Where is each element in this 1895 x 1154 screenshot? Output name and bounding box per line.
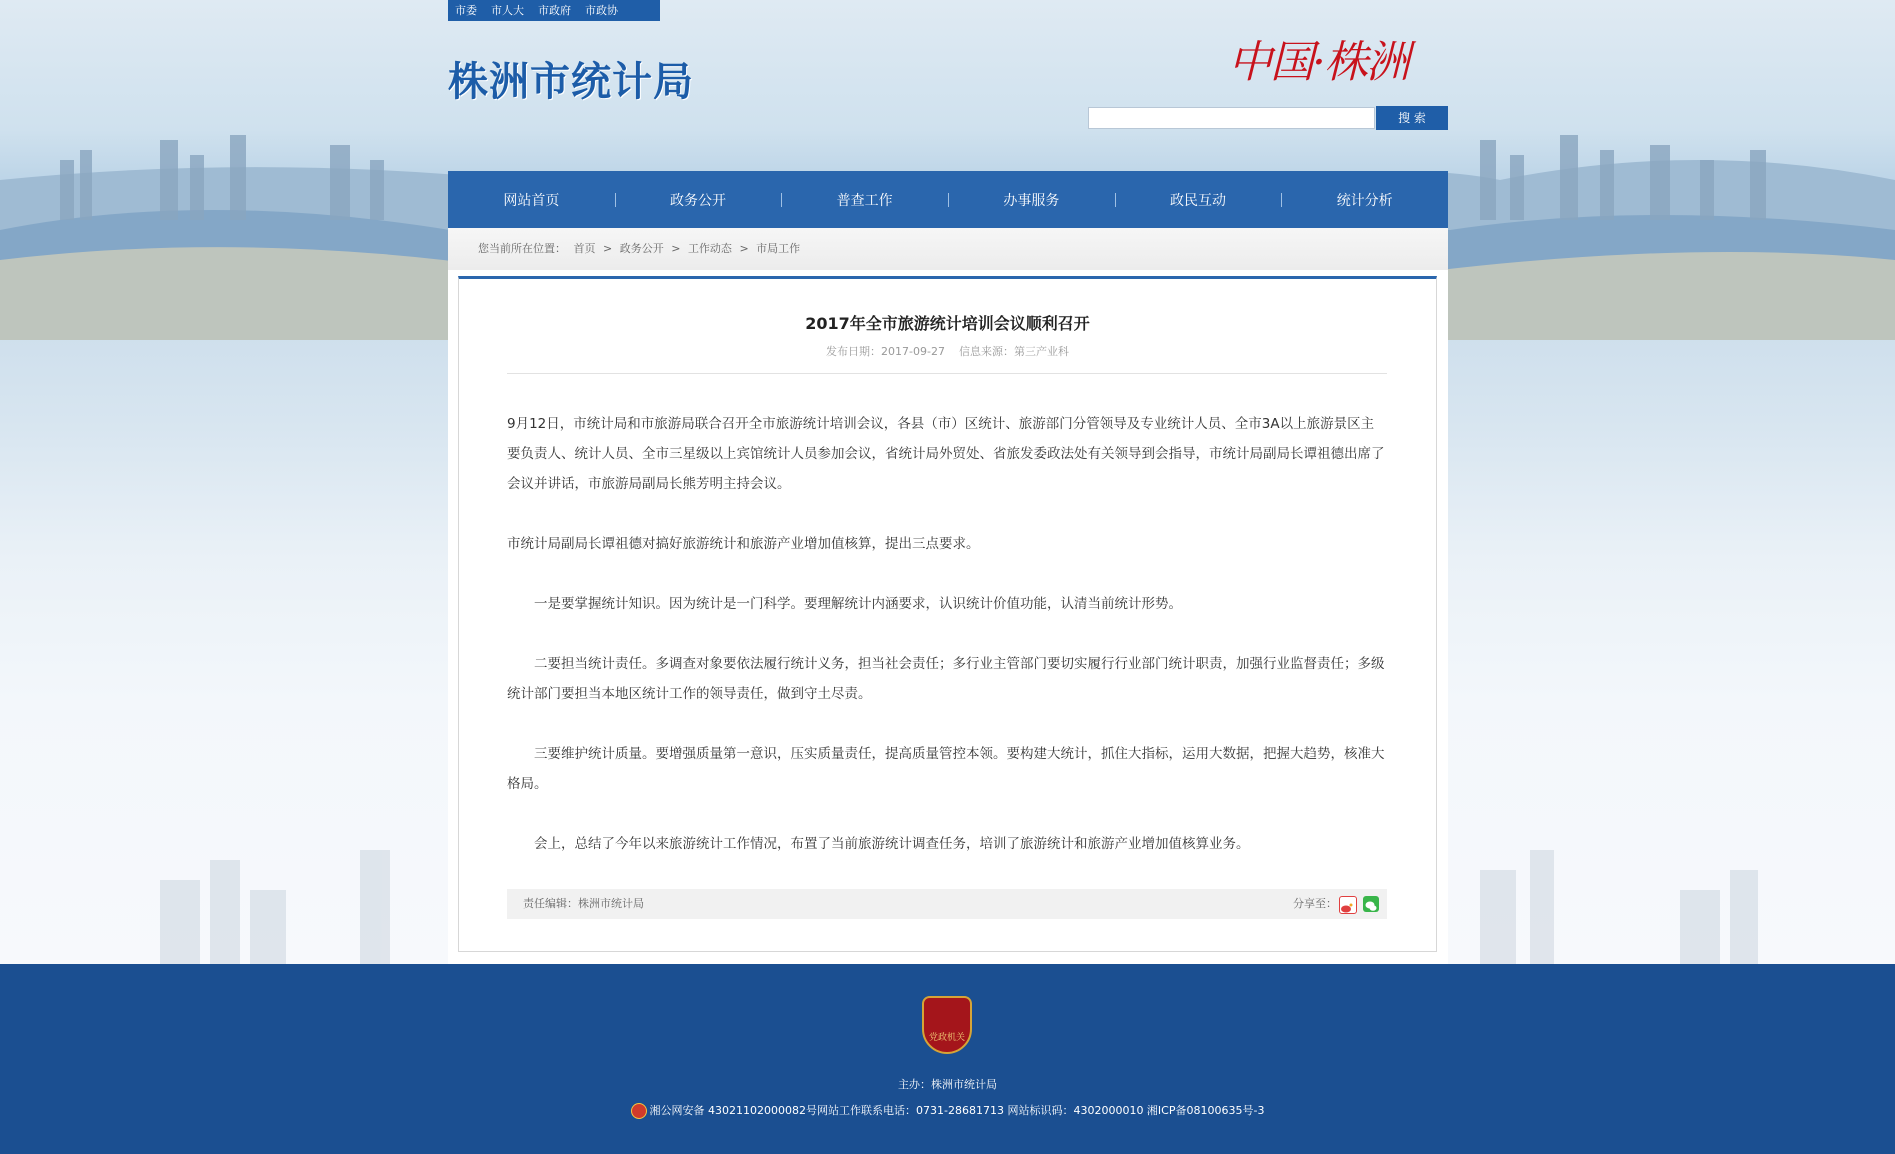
- search-button[interactable]: 搜 索: [1376, 106, 1448, 130]
- article-title: 2017年全市旅游统计培训会议顺利召开: [805, 314, 1090, 333]
- site-footer: [0, 964, 1895, 1154]
- breadcrumb-separator: >: [739, 242, 749, 255]
- info-source: 信息来源：第三产业科: [958, 345, 1069, 358]
- article-panel: [458, 276, 1437, 952]
- article-paragraph: 二要担当统计责任。多调查对象要依法履行统计义务，担当社会责任；多行业主管部门要切实履行行业部门统计职责，加强行业监督责任；多级统计部门要担当本地区统计工作的领导责任，做到守土尽责。: [507, 656, 1385, 702]
- article-body: [507, 409, 1387, 889]
- breadcrumb-prefix: 您当前所在位置：: [478, 242, 566, 255]
- party-gov-emblem-icon[interactable]: 党政机关: [922, 996, 972, 1054]
- publish-date: 发布日期：2017-09-27: [826, 345, 945, 358]
- main-nav: [448, 171, 1448, 228]
- responsible-editor: 责任编辑：株洲市统计局: [523, 897, 644, 910]
- breadcrumb-separator: >: [671, 242, 681, 255]
- article-paragraph: 会上，总结了今年以来旅游统计工作情况，布置了当前旅游统计调查任务，培训了旅游统计和旅游产业增加值核算业务。: [534, 836, 1250, 852]
- wechat-share-icon[interactable]: [1363, 896, 1379, 912]
- nav-item-home[interactable]: 网站首页: [503, 192, 560, 209]
- topbar-link-peoples-congress[interactable]: 市人大: [491, 4, 524, 17]
- article-paragraph: 市统计局副局长谭祖德对搞好旅游统计和旅游产业增加值核算，提出三点要求。: [507, 536, 980, 552]
- nav-item-gov-affairs[interactable]: 政务公开: [615, 190, 782, 210]
- police-badge-icon: [631, 1103, 647, 1119]
- nav-item-interaction[interactable]: 政民互动: [1115, 190, 1282, 210]
- topbar-link-cppcc[interactable]: 市政协: [585, 4, 618, 17]
- breadcrumb-separator: >: [603, 242, 613, 255]
- footer-host: 主办：株洲市统计局: [898, 1078, 997, 1091]
- top-link-bar: [448, 0, 660, 21]
- breadcrumb-item-home[interactable]: 首页: [573, 242, 596, 255]
- article-footer-bar: [507, 889, 1387, 919]
- share-label: 分享至：: [1293, 897, 1337, 910]
- article-paragraph: 一是要掌握统计知识。因为统计是一门科学。要理解统计内涵要求，认识统计价值功能，认清当前统计形势。: [534, 596, 1182, 612]
- brand-calligraphy: 中国·株洲: [1228, 37, 1408, 88]
- article-paragraph: 9月12日，市统计局和市旅游局联合召开全市旅游统计培训会议，各县（市）区统计、旅游部门分管领导及专业统计人员、全市3A以上旅游景区主要负责人、统计人员、全市三星级以上宾馆统计人员参加会议，省统计局外贸处、省旅发委政法处有关领导到会指导，市统计局副局长谭祖德出席了会议并讲话，市旅游局副局长熊芳明主持会议。: [507, 416, 1385, 492]
- breadcrumb-item-gov-affairs[interactable]: 政务公开: [619, 242, 664, 255]
- article-meta: [459, 343, 1436, 359]
- search-input[interactable]: [1088, 107, 1375, 129]
- breadcrumb: [448, 228, 1448, 270]
- nav-item-census[interactable]: 普查工作: [781, 190, 948, 210]
- article-paragraph: 三要维护统计质量。要增强质量第一意识，压实质量责任，提高质量管控本领。要构建大统计，抓住大指标，运用大数据，把握大趋势，核准大格局。: [507, 746, 1385, 792]
- breadcrumb-item-bureau-work[interactable]: 市局工作: [756, 242, 801, 255]
- title-divider: [507, 373, 1387, 374]
- nav-item-statistics-analysis[interactable]: 统计分析: [1281, 190, 1448, 210]
- footer-record-text[interactable]: 湘公网安备 43021102000082号网站工作联系电话：0731-28681713 网站标识码：4302000010 湘ICP备08100635号-3: [649, 1104, 1265, 1117]
- topbar-link-government[interactable]: 市政府: [538, 4, 571, 17]
- weibo-share-icon[interactable]: [1339, 896, 1357, 914]
- nav-item-services[interactable]: 办事服务: [948, 190, 1115, 210]
- site-logo[interactable]: 株洲市统计局: [448, 59, 694, 105]
- main-content: [448, 228, 1448, 964]
- topbar-link-party-committee[interactable]: 市委: [455, 4, 477, 17]
- footer-record-line: [0, 1102, 1895, 1119]
- breadcrumb-item-work-news[interactable]: 工作动态: [687, 242, 732, 255]
